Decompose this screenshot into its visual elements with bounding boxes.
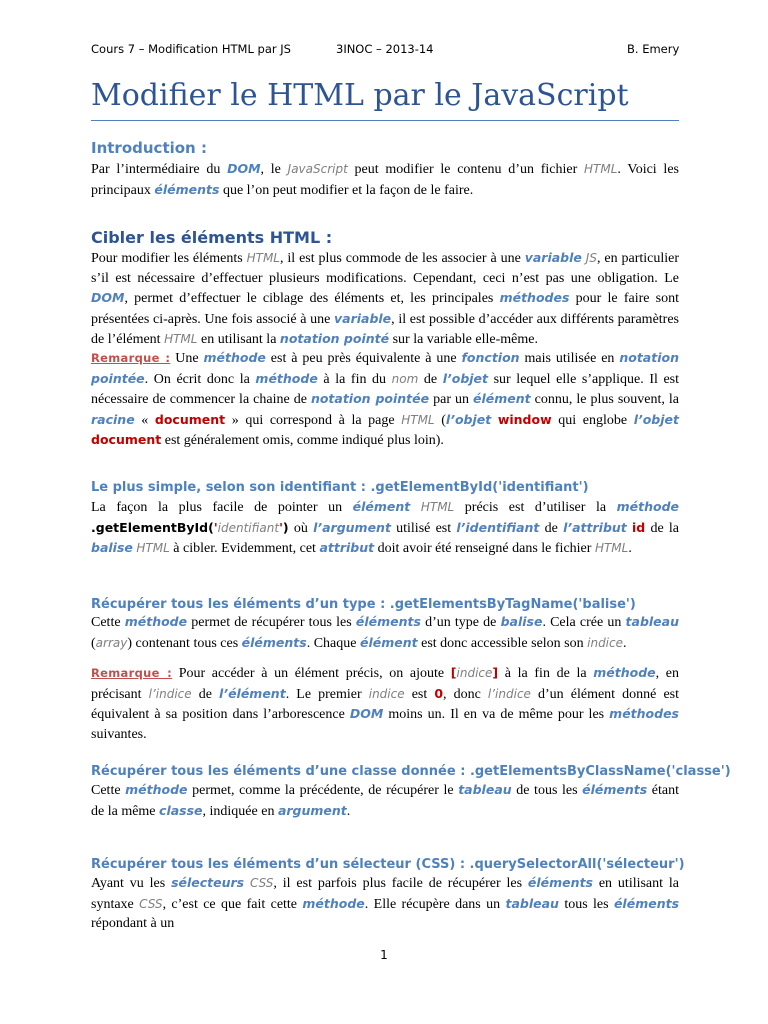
- cibler-heading: Cibler les éléments HTML :: [91, 228, 333, 247]
- cibler-paragraph-1: Pour modifier les éléments HTML, il est plus commode de les associer à une variable JS, en particulier s’il est nécessaire d’effectuer plusieurs modifications. Cependant, ceci n’est pas une obligation. Le DOM, permet d’effectuer le ciblage des éléments et, les principales méthodes pour le faire sont présentées ci-après. Une fois associé à une variable, il est possible d’accéder aux différents paramètres de l’élément HTML en utilisant la notation pointé sur la variable elle-même.: [91, 250, 680, 347]
- byclass-heading: Récupérer tous les éléments d’une classe donnée : .getElementsByClassName('classe'): [91, 764, 731, 779]
- bytag-heading: Récupérer tous les éléments d’un type : .getElementsByTagName('balise'): [91, 597, 636, 612]
- byclass-paragraph: Cette méthode permet, comme la précédente, de récupérer le tableau de tous les éléments étant de la même classe, indiquée en argument.: [91, 782, 679, 819]
- byid-heading: Le plus simple, selon son identifiant : .getElementById('identifiant'): [91, 480, 589, 495]
- cibler-remarque: Remarque : Une méthode est à peu près équivalente à une fonction mais utilisée en notation pointée. On écrit donc la méthode à la fin du nom de l’objet sur lequel elle s’applique. Il est nécessaire de commencer la chaine de notation pointée par un élément connu, le plus souvent, la racine « document » qui correspond à la page HTML (l’objet window qui englobe l’objet document est généralement omis, comme indiqué plus loin).: [91, 350, 680, 448]
- intro-paragraph: Par l’intermédiaire du DOM, le JavaScript peut modifier le contenu d’un fichier HTML. Voici les principaux éléments que l’on peut modifier et la façon de le faire.: [91, 161, 679, 198]
- remarque-label: Remarque :: [91, 666, 173, 680]
- byselector-heading: Récupérer tous les éléments d’un sélecteur (CSS) : .querySelectorAll('sélecteur'): [91, 857, 685, 872]
- header-course: Cours 7 – Modification HTML par JS: [91, 42, 291, 56]
- header-author: B. Emery: [627, 42, 680, 56]
- byselector-paragraph: Ayant vu les sélecteurs CSS, il est parfois plus facile de récupérer les éléments en utilisant la syntaxe CSS, c’est ce que fait cette méthode. Elle récupère dans un tableau tous les éléments répondant à un: [91, 875, 680, 931]
- byid-paragraph: La façon la plus facile de pointer un élément HTML précis est d’utiliser la méthode .getElementById('identifiant') où l’argument utilisé est l’identifiant de l’attribut id de la balise HTML à cibler. Evidemment, cet attribut doit avoir été renseigné dans le fichier HTML.: [91, 499, 680, 556]
- page-title: Modifier le HTML par le JavaScript: [91, 78, 679, 121]
- remarque-label: Remarque :: [91, 351, 171, 365]
- bytag-remarque: Remarque : Pour accéder à un élément précis, on ajoute [indice] à la fin de la méthode, en précisant l’indice de l’élément. Le premier indice est 0, donc l’indice d’un élément donné est équivalent à sa position dans l’arborescence DOM moins un. Il en va de même pour les méthodes suivantes.: [91, 665, 680, 742]
- bytag-paragraph: Cette méthode permet de récupérer tous les éléments d’un type de balise. Cela crée un tableau (array) contenant tous ces éléments. Chaque élément est donc accessible selon son indice.: [91, 614, 679, 651]
- header-class-year: 3INOC – 2013-14: [336, 42, 434, 56]
- page-number: 1: [380, 948, 388, 962]
- intro-heading: Introduction :: [91, 139, 207, 157]
